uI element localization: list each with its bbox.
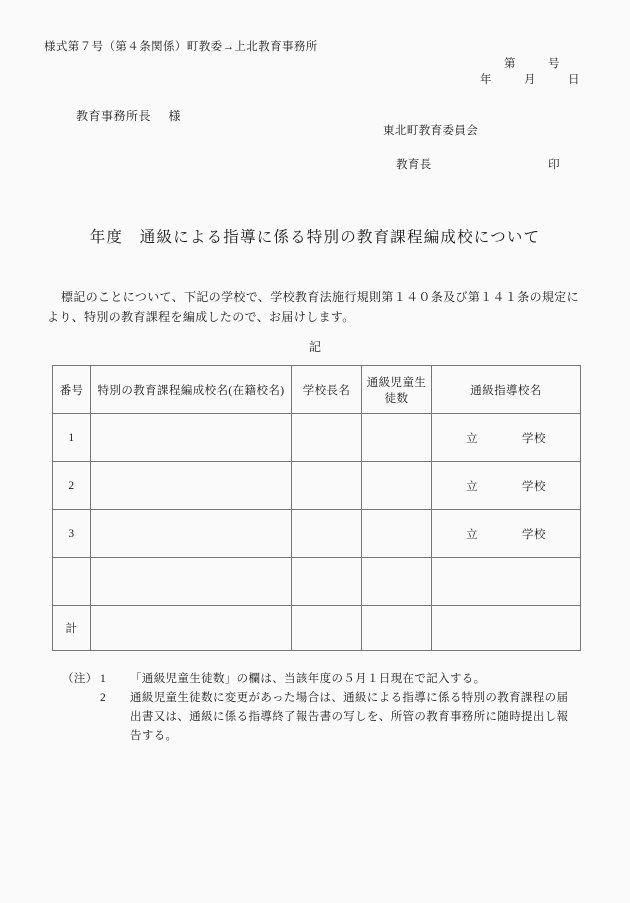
dai-label: 第 (504, 58, 516, 70)
guide-prefix: 立 (466, 480, 479, 493)
table-header-row (53, 366, 581, 414)
cell-no: 2 (53, 462, 91, 510)
header-cell-principal-name: 学校長名 (292, 366, 362, 414)
ki-mark: 記 (308, 340, 321, 354)
page-title: 年度 通級による指導に係る特別の教育課程編成校について (89, 229, 541, 246)
cell-guidance-school[interactable] (432, 462, 581, 510)
school-table-wrapper (52, 365, 580, 651)
header-cell-student-count: 通級児童生徒数 (362, 366, 432, 414)
cell-guidance-school[interactable] (432, 558, 581, 606)
table-row (53, 510, 581, 558)
note-text-line: 出書又は、通級に係る指導終了報告書の写しを、所管の教育事務所に随時提出し報 (130, 711, 569, 723)
cell-no (53, 558, 91, 606)
table-row (53, 414, 581, 462)
cell-total-school-name[interactable] (91, 606, 292, 651)
gou-label: 号 (548, 58, 560, 70)
header-cell-guidance-school: 通級指導校名 (432, 366, 581, 414)
body-line-2: より、特別の教育課程を編成したので、お届けします。 (47, 310, 355, 324)
cell-school-name[interactable] (91, 510, 292, 558)
note-item (62, 689, 602, 746)
cell-school-name[interactable] (91, 462, 292, 510)
cell-principal-name[interactable] (292, 414, 362, 462)
school-table (52, 365, 581, 651)
cell-no: 3 (53, 510, 91, 558)
cell-principal-name[interactable] (292, 510, 362, 558)
cell-total-label: 計 (53, 606, 91, 651)
seal-mark: 印 (548, 159, 560, 171)
month-label: 月 (524, 74, 536, 86)
note-text-line: 告する。 (130, 730, 178, 742)
document-date-line (480, 71, 612, 87)
cell-principal-name[interactable] (292, 558, 362, 606)
body-line-1: 標記のことについて、下記の学校で、学校教育法施行規則第１４０条及び第１４１条の規定に (61, 290, 579, 304)
day-label: 日 (568, 74, 580, 86)
cell-student-count[interactable] (362, 558, 432, 606)
document-number-line (480, 55, 612, 71)
year-label: 年 (480, 74, 492, 86)
header-cell-school-name: 特別の教育課程編成校名(在籍校名) (91, 366, 292, 414)
table-row (53, 462, 581, 510)
cell-student-count[interactable] (362, 510, 432, 558)
guide-prefix: 立 (466, 432, 479, 445)
cell-school-name[interactable] (91, 558, 292, 606)
note-index: 2 (100, 692, 107, 704)
note-text-line: 通級児童生徒数に変更があった場合は、通級による指導に係る特別の教育課程の届 (130, 692, 569, 704)
cell-guidance-school[interactable] (432, 414, 581, 462)
cell-total-guidance-school[interactable] (432, 606, 581, 651)
addressee-name: 教育事務所長 (76, 109, 152, 123)
table-row (53, 558, 581, 606)
cell-total-principal-name[interactable] (292, 606, 362, 651)
cell-guidance-school[interactable] (432, 510, 581, 558)
note-item (62, 670, 602, 689)
guide-prefix: 立 (466, 528, 479, 541)
note-text: 「通級児童生徒数」の欄は、当該年度の５月１日現在で記入する。 (130, 673, 486, 685)
cell-student-count[interactable] (362, 414, 432, 462)
cell-student-count[interactable] (362, 462, 432, 510)
notes-block (62, 670, 602, 746)
header-cell-no: 番号 (53, 366, 91, 414)
guide-suffix: 学校 (522, 480, 546, 493)
cell-school-name[interactable] (91, 414, 292, 462)
cell-no: 1 (53, 414, 91, 462)
guide-suffix: 学校 (522, 432, 546, 445)
note-text-group (130, 689, 602, 746)
cell-total-student-count[interactable] (362, 606, 432, 651)
form-code-label: 様式第７号（第４条関係）町教委→上北教育事務所 (44, 41, 318, 53)
document-number-block (480, 55, 612, 87)
notes-label: （注） (62, 673, 98, 685)
guide-suffix: 学校 (522, 528, 546, 541)
note-index: 1 (100, 673, 107, 685)
table-total-row (53, 606, 581, 651)
body-paragraph (47, 287, 587, 327)
issuer-name: 東北町教育委員会 (383, 125, 479, 137)
addressee-honorific: 様 (168, 109, 182, 123)
cell-principal-name[interactable] (292, 462, 362, 510)
addressee-line (76, 107, 181, 124)
issuer-title-line (396, 156, 560, 172)
issuer-title: 教育長 (396, 159, 432, 171)
